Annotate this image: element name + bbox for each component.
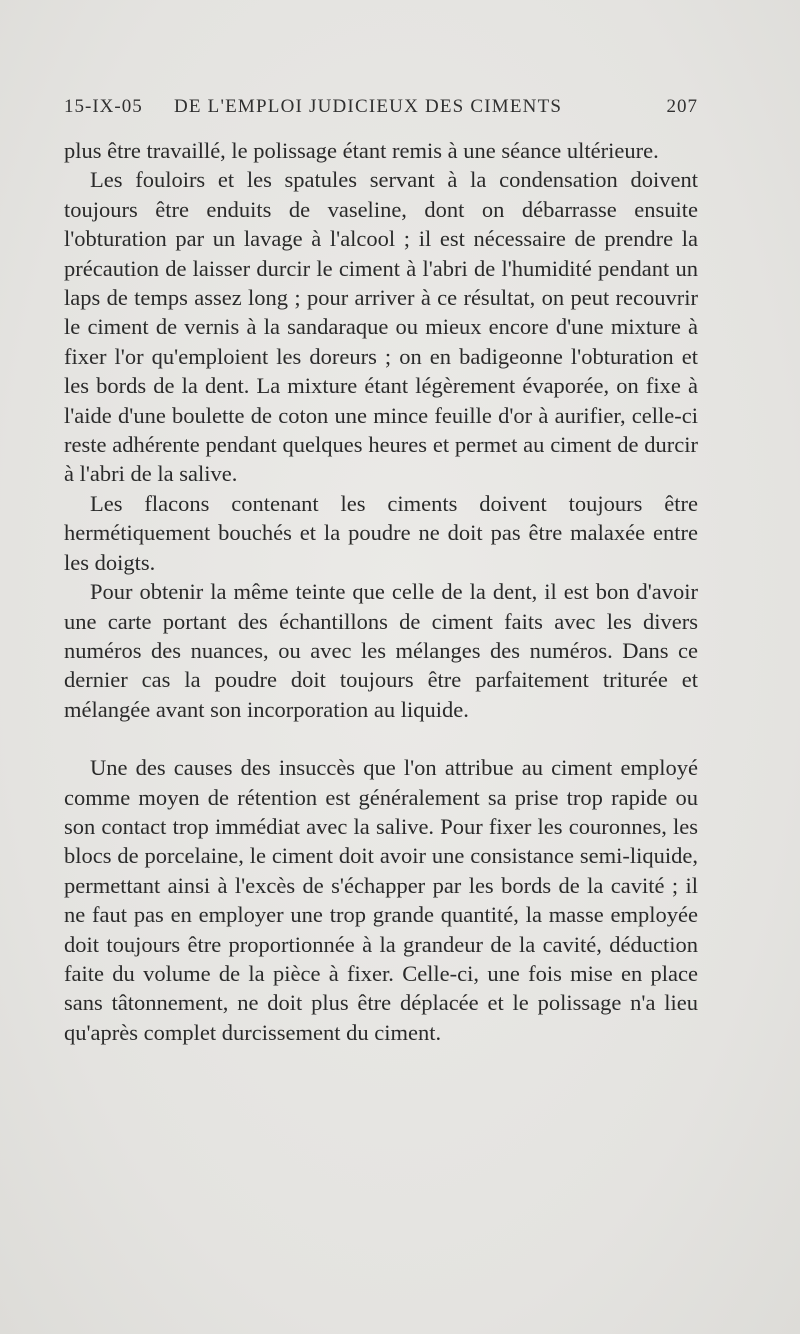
running-header: [64, 96, 698, 128]
header-date: 15-IX-05: [64, 96, 143, 117]
running-title: DE L'EMPLOI JUDICIEUX DES CIMENTS: [174, 96, 563, 117]
body-text: [64, 136, 698, 1047]
paragraph-fouloirs: Les fouloirs et les spatules servant à la condensation doivent toujours être enduits de vaseline, dont on débarrasse ensuite l'obturation par un lavage à l'alcool ; il est nécessaire de prendre la précaution de laisser durcir le ciment à l'abri de l'humidité pendant un laps de temps assez long ; pour arriver à ce résultat, on peut recouvrir le ciment de vernis à la sandaraque ou mieux encore d'une mixture à fixer l'or qu'emploient les doreurs ; on en badigeonne l'obturation et les bords de la dent. La mixture étant légèrement évaporée, on fixe à l'aide d'une boulette de coton une mince feuille d'or à aurifier, celle-ci reste adhérente pendant quelques heures et permet au ciment de durcir à l'abri de la salive.: [64, 167, 698, 487]
page-number: 207: [666, 96, 698, 117]
paragraph-continuation: plus être travaillé, le polissage étant remis à une séance ultérieure.: [64, 138, 659, 163]
paragraph-flacons: Les flacons contenant les ciments doivent toujours être hermétiquement bouchés et la poudre ne doit pas être malaxée entre les doigts.: [64, 490, 698, 575]
paragraph-teinte: Pour obtenir la même teinte que celle de la dent, il est bon d'avoir une carte portant des échantillons de ciment faits avec les divers numéros des nuances, ou avec les mélanges des numéros. Dans ce dernier cas la poudre doit toujours être parfaitement triturée et mélangée avant son incorporation au liquide.: [64, 579, 698, 722]
paragraph-insucces: Une des causes des insuccès que l'on attribue au ciment employé comme moyen de rétention est généralement sa prise trop rapide ou son contact trop immédiat avec la salive. Pour fixer les couronnes, les blocs de porcelaine, le ciment doit avoir une consistance semi-liquide, permettant ainsi à l'excès de s'échapper par les bords de la cavité ; il ne faut pas en employer une trop grande quantité, la masse employée doit toujours être proportionnée à la grandeur de la cavité, déduction faite du volume de la pièce à fixer. Celle-ci, une fois mise en place sans tâtonnement, ne doit plus être déplacée et le polissage n'a lieu qu'après complet durcissement du ciment.: [64, 755, 698, 1045]
